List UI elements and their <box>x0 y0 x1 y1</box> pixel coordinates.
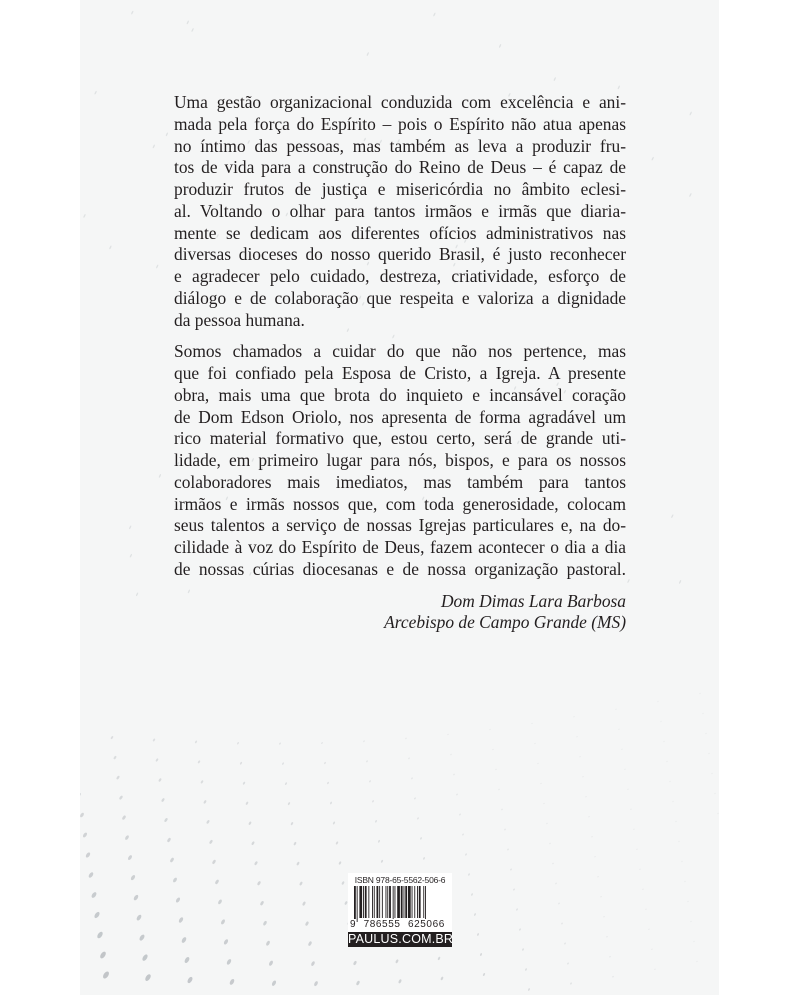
text-line: produzir frutos de justiça e misericórdia no âmbito eclesi- <box>174 179 626 199</box>
pattern-dot <box>414 797 416 800</box>
pattern-dot <box>85 852 91 859</box>
barcode-bar <box>405 886 407 918</box>
pattern-dot <box>645 909 646 911</box>
pattern-dot <box>477 933 480 936</box>
pattern-dot <box>356 980 361 986</box>
pattern-dot <box>504 828 506 830</box>
barcode-bar <box>417 886 418 918</box>
pattern-dot <box>471 893 473 896</box>
pattern-dot <box>215 879 220 885</box>
pattern-dot <box>223 939 229 946</box>
pattern-dot <box>693 941 694 943</box>
pattern-dot <box>507 848 509 850</box>
barcode-bar <box>379 886 380 918</box>
pattern-dot <box>690 921 691 923</box>
pattern-dot <box>654 969 655 971</box>
barcode-bar <box>393 886 394 922</box>
barcode-bar <box>354 886 356 922</box>
pattern-dot <box>705 733 706 735</box>
pattern-dot <box>91 891 98 899</box>
text-line: obra, mais uma que brota do inquieto e incansável coração <box>174 384 626 405</box>
pattern-dot <box>480 953 483 956</box>
pattern-dot <box>663 741 664 743</box>
text-line: e agradecer pelo cuidado, destreza, criatividade, esforço de <box>174 266 626 286</box>
pattern-dot <box>144 973 152 982</box>
pattern-dot <box>141 953 148 961</box>
pattern-dot <box>262 920 267 926</box>
pattern-dot <box>582 776 583 778</box>
signature-block <box>174 591 626 635</box>
pattern-dot <box>660 721 661 723</box>
text-line: mente se dedicam aos diferentes ofícios administrativos nas <box>174 222 626 243</box>
pattern-dot <box>671 514 674 518</box>
barcode-bar <box>423 886 424 918</box>
pattern-dot <box>498 789 499 791</box>
pattern-dot <box>456 793 458 795</box>
pattern-dot <box>372 800 374 803</box>
barcode-bar <box>389 886 391 918</box>
pattern-dot <box>699 693 700 695</box>
pattern-dot <box>561 922 563 924</box>
pattern-dot <box>209 839 213 844</box>
pattern-dot <box>657 701 658 703</box>
pattern-dot <box>197 760 200 764</box>
pattern-dot <box>158 778 162 782</box>
text-line: cilidade à voz do Espírito de Deus, fazem acontecer o dia a dia <box>174 537 626 557</box>
pattern-dot <box>169 857 174 863</box>
pattern-dot <box>420 837 422 840</box>
pattern-dot <box>366 760 368 762</box>
pattern-dot <box>186 976 193 984</box>
pattern-dot <box>308 941 313 947</box>
pattern-dot <box>136 914 143 921</box>
pattern-dot <box>161 798 165 803</box>
pattern-dot <box>666 761 667 763</box>
pattern-dot <box>553 77 556 81</box>
text-line: diálogo e de colaboração que respeita e valoriza a dignidade <box>174 287 626 308</box>
pattern-dot <box>689 193 692 197</box>
pattern-dot <box>156 264 159 268</box>
pattern-dot <box>375 820 378 823</box>
pattern-dot <box>83 214 86 218</box>
pattern-dot <box>341 881 345 885</box>
pattern-dot <box>525 968 527 971</box>
publisher-website: PAULUS.COM.BR <box>348 932 454 946</box>
pattern-dot <box>513 888 515 890</box>
pattern-dot <box>711 773 712 775</box>
barcode-bars <box>352 886 448 922</box>
text-line: seus talentos a serviço de nossas Igrejas particulares e, na do- <box>174 515 626 536</box>
pattern-dot <box>181 936 187 943</box>
pattern-dot <box>651 157 654 161</box>
pattern-dot <box>158 474 161 478</box>
pattern-dot <box>313 981 318 987</box>
pattern-dot <box>311 961 316 967</box>
barcode-bar <box>395 886 396 918</box>
pattern-dot <box>609 956 610 958</box>
pattern-dot <box>271 980 277 987</box>
pattern-dot <box>172 877 177 883</box>
pattern-dot <box>573 716 574 718</box>
pattern-dot <box>82 832 88 838</box>
pattern-dot <box>330 801 333 804</box>
pattern-dot <box>186 20 189 24</box>
pattern-dot <box>254 861 258 866</box>
pattern-dot <box>327 781 330 784</box>
pattern-dot <box>689 111 692 115</box>
pattern-dot <box>558 902 560 904</box>
text-line: de Dom Edson Oriolo, nos apresenta de forma agradável um <box>174 406 626 427</box>
text-line: mada pela força do Espírito – pois o Espírito não atua apenas <box>174 113 626 134</box>
barcode-bar <box>357 886 358 922</box>
pattern-dot <box>165 132 168 136</box>
pattern-dot <box>129 525 132 529</box>
barcode-bar <box>363 886 364 918</box>
pattern-dot <box>257 881 262 886</box>
pattern-dot <box>110 736 114 740</box>
pattern-dot <box>627 579 630 583</box>
barcode-digit-group-2: 625066 <box>407 919 445 930</box>
pattern-dot <box>405 737 407 739</box>
pattern-dot <box>510 868 512 870</box>
barcode-bar <box>412 886 413 918</box>
pattern-dot <box>381 860 384 864</box>
pattern-dot <box>621 749 622 751</box>
pattern-dot <box>450 754 451 756</box>
pattern-dot <box>127 854 133 860</box>
pattern-dot <box>136 592 139 596</box>
pattern-dot <box>576 736 577 738</box>
pattern-dot <box>627 789 628 791</box>
text-line: tos de vida para a construção do Reino de Deus – é capaz de <box>174 157 626 178</box>
pattern-dot <box>687 901 688 903</box>
text-line: irmãos e irmãs nossos que, com toda generosidade, colocam <box>174 493 626 514</box>
pattern-dot <box>462 833 464 835</box>
pattern-dot <box>519 928 521 931</box>
text-line: no íntimo das pessoas, mas também as leva a produzir fru- <box>174 135 626 156</box>
pattern-dot <box>113 755 117 759</box>
pattern-dot <box>702 713 703 715</box>
pattern-dot <box>546 823 547 825</box>
isbn-barcode <box>348 873 452 932</box>
barcode-bar <box>404 886 405 918</box>
barcode-digit-group-1: 786555 <box>363 919 401 930</box>
pattern-dot <box>588 816 589 818</box>
paragraph-1 <box>174 92 626 331</box>
pattern-dot <box>696 961 697 963</box>
text-line: al. Voltando o olhar para tantos irmãos e irmãs que diaria- <box>174 200 626 221</box>
pattern-dot <box>229 978 235 985</box>
book-back-cover <box>80 0 719 995</box>
pattern-dot <box>615 709 616 711</box>
pattern-dot <box>537 763 538 765</box>
text-line: de nossas cúrias diocesanas e de nossa organização pastoral. <box>174 558 626 579</box>
pattern-dot <box>549 843 550 845</box>
pattern-dot <box>681 861 682 863</box>
pattern-dot <box>600 896 601 898</box>
pattern-dot <box>191 28 194 32</box>
pattern-dot <box>240 762 243 765</box>
pattern-dot <box>499 44 502 48</box>
pattern-dot <box>203 800 207 804</box>
pattern-dot <box>268 960 274 966</box>
pattern-dot <box>678 841 679 843</box>
pattern-dot <box>585 796 586 798</box>
barcode-bar <box>397 886 400 918</box>
pattern-dot <box>80 792 81 797</box>
pattern-dot <box>131 10 134 14</box>
pattern-dot <box>226 958 232 965</box>
pattern-dot <box>474 913 477 916</box>
barcode-digit-lead: 9 <box>350 919 357 930</box>
pattern-dot <box>353 960 357 965</box>
pattern-dot <box>483 973 486 977</box>
pattern-dot <box>501 809 503 811</box>
pattern-dot <box>245 801 248 805</box>
pattern-dot <box>184 956 191 964</box>
barcode-bar <box>419 886 421 918</box>
pattern-dot <box>175 897 181 904</box>
pattern-dot <box>531 723 532 725</box>
pattern-dot <box>94 91 97 95</box>
pattern-dot <box>717 813 718 815</box>
pattern-dot <box>129 554 132 558</box>
pattern-dot <box>80 812 85 818</box>
pattern-dot <box>324 762 326 765</box>
pattern-dot <box>248 821 252 825</box>
pattern-dot <box>130 874 136 881</box>
pattern-dot <box>206 820 210 825</box>
pattern-dot <box>459 813 461 815</box>
signature-name: Dom Dimas Lara Barbosa <box>440 590 626 611</box>
text-line: colaboradores mais imediatos, mas também para tantos <box>174 471 626 492</box>
text-line: diversas dioceses do nosso querido Brasil, é justo reconhecer <box>174 244 626 265</box>
barcode-bar <box>401 886 403 918</box>
pattern-dot <box>675 821 676 823</box>
barcode-bar <box>368 886 369 918</box>
pattern-dot <box>282 762 285 765</box>
pattern-dot <box>465 853 467 856</box>
pattern-dot <box>96 931 104 939</box>
pattern-dot <box>540 783 541 785</box>
pattern-dot <box>285 782 288 785</box>
barcode-bar <box>377 886 379 918</box>
pattern-dot <box>265 940 270 946</box>
pattern-dot <box>338 861 341 865</box>
pattern-dot <box>369 780 371 783</box>
pattern-dot <box>495 769 496 771</box>
pattern-dot <box>279 742 281 745</box>
pattern-dot <box>714 793 715 795</box>
pattern-dot <box>603 916 604 918</box>
pattern-dot <box>440 976 443 980</box>
text-line: Uma gestão organizacional conduzida com excelência e ani- <box>174 92 626 112</box>
pattern-dot <box>395 959 399 964</box>
pattern-dot <box>93 911 100 919</box>
pattern-dot <box>453 774 455 776</box>
pattern-dot <box>305 921 310 926</box>
pattern-dot <box>555 883 557 885</box>
pattern-dot <box>299 881 303 886</box>
pattern-dot <box>624 769 625 771</box>
pattern-dot <box>522 948 524 951</box>
pattern-dot <box>684 881 685 883</box>
pattern-dot <box>528 988 531 991</box>
back-cover-text <box>174 92 626 634</box>
pattern-dot <box>612 976 613 978</box>
barcode-bar <box>408 886 411 918</box>
text-line: que foi confiado pela Esposa de Cristo, a Igreja. A presente <box>174 363 626 383</box>
pattern-dot <box>417 817 419 820</box>
text-line: da pessoa humana. <box>174 309 305 330</box>
pattern-dot <box>296 861 300 865</box>
pattern-dot <box>138 934 145 942</box>
pattern-dot <box>99 951 107 960</box>
pattern-dot <box>534 743 535 745</box>
pattern-dot <box>564 942 566 944</box>
pattern-dot <box>302 901 306 906</box>
paragraph-2 <box>174 341 626 580</box>
pattern-dot <box>597 876 598 878</box>
pattern-dot <box>167 837 172 842</box>
pattern-dot <box>669 781 670 783</box>
pattern-dot <box>290 822 293 826</box>
pattern-dot <box>642 889 643 891</box>
pattern-dot <box>212 859 217 864</box>
text-line: lidade, em primeiro lugar para nós, bispos, e para os nossos <box>174 450 626 470</box>
pattern-dot <box>152 144 155 148</box>
pattern-dot <box>411 777 413 779</box>
pattern-dot <box>618 729 619 731</box>
pattern-dot <box>88 871 94 878</box>
pattern-dot <box>333 821 336 825</box>
pattern-dot <box>672 801 673 803</box>
barcode-bar <box>382 886 383 918</box>
pattern-dot <box>293 842 297 846</box>
pattern-dot <box>708 753 709 755</box>
pattern-dot <box>651 949 652 951</box>
pattern-dot <box>152 738 155 742</box>
pattern-dot <box>648 929 649 931</box>
pattern-dot <box>119 795 124 800</box>
pattern-dot <box>164 817 168 822</box>
barcode-bar <box>365 886 367 918</box>
pattern-dot <box>617 85 620 89</box>
barcode-bar <box>359 886 362 918</box>
pattern-dot <box>408 757 410 759</box>
pattern-dot <box>606 936 607 938</box>
pattern-dot <box>570 982 572 985</box>
pattern-dot <box>363 740 365 742</box>
pattern-dot <box>122 815 127 820</box>
pattern-dot <box>552 863 553 865</box>
pattern-dot <box>489 729 490 731</box>
pattern-dot <box>543 803 544 805</box>
pattern-dot <box>109 245 112 249</box>
isbn-label: ISBN 978-65-5562-506-6 <box>354 875 446 885</box>
pattern-dot <box>423 857 426 860</box>
pattern-dot <box>124 835 129 841</box>
pattern-dot <box>133 894 139 901</box>
pattern-dot <box>335 841 338 845</box>
pattern-dot <box>251 841 255 846</box>
pattern-dot <box>630 809 631 811</box>
pattern-dot <box>639 869 640 871</box>
pattern-dot <box>398 979 402 984</box>
pattern-dot <box>366 52 369 56</box>
barcode-bar <box>374 886 375 918</box>
text-line: Somos chamados a cuidar do que não nos pertence, mas <box>174 341 626 362</box>
pattern-dot <box>260 900 265 906</box>
pattern-dot <box>237 742 240 745</box>
barcode-bar <box>387 886 388 918</box>
pattern-dot <box>220 919 226 925</box>
pattern-dot <box>242 781 245 785</box>
barcode-bar <box>386 886 387 918</box>
pattern-dot <box>321 742 323 745</box>
pattern-dot <box>567 962 569 964</box>
pattern-dot <box>433 12 436 16</box>
pattern-dot <box>468 873 470 876</box>
barcode-bar <box>414 886 415 918</box>
pattern-dot <box>155 758 159 762</box>
pattern-dot <box>437 956 440 960</box>
pattern-dot <box>102 970 110 979</box>
pattern-dot <box>492 749 493 751</box>
pattern-dot <box>116 775 120 780</box>
pattern-dot <box>378 840 381 843</box>
barcode-bar <box>425 886 426 922</box>
pattern-dot <box>447 734 448 736</box>
pattern-dot <box>636 849 637 851</box>
pattern-dot <box>633 829 634 831</box>
barcode-bar <box>372 886 373 918</box>
signature-title: Arcebispo de Campo Grande (MS) <box>384 612 626 633</box>
text-line: rico material formativo que, estou certo, será de grande uti- <box>174 428 626 449</box>
pattern-dot <box>679 580 682 584</box>
pattern-dot <box>217 899 222 905</box>
pattern-dot <box>579 756 580 758</box>
pattern-dot <box>178 917 184 924</box>
pattern-dot <box>195 740 198 743</box>
pattern-dot <box>594 856 595 858</box>
pattern-dot <box>200 780 204 784</box>
pattern-dot <box>516 908 518 911</box>
pattern-dot <box>287 802 290 806</box>
barcode-digits <box>350 919 450 931</box>
pattern-dot <box>591 836 592 838</box>
